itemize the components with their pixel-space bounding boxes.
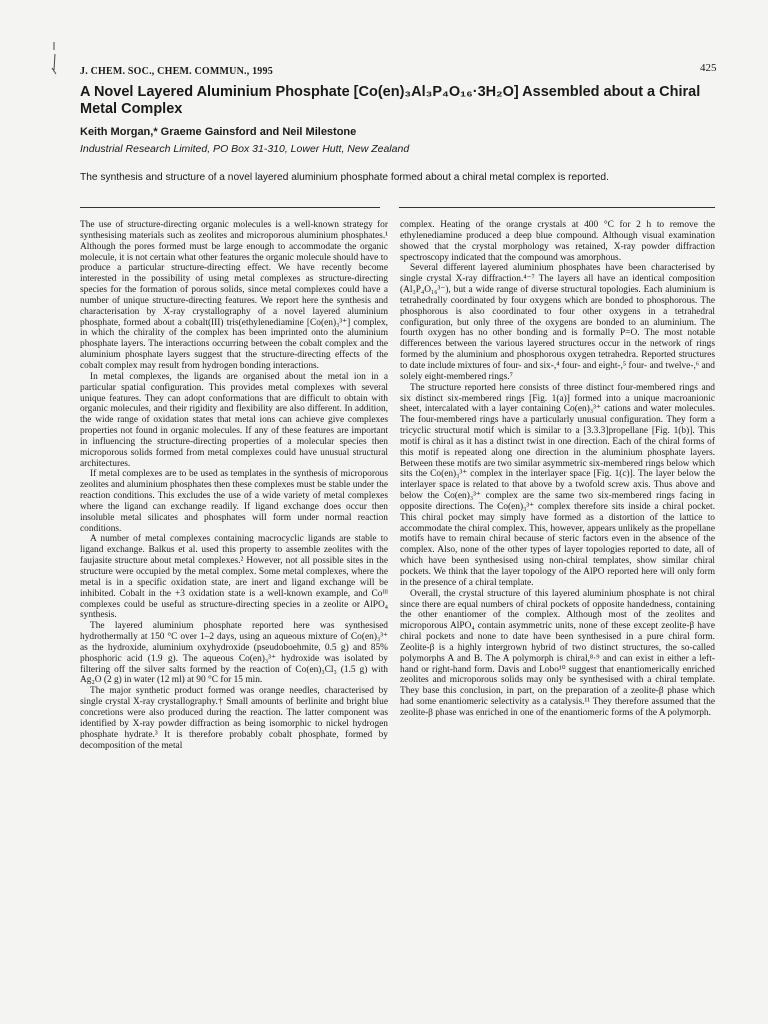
running-head: J. CHEM. SOC., CHEM. COMMUN., 1995 bbox=[80, 66, 273, 77]
paragraph: complex. Heating of the orange crystals at 400 °C for 2 h to remove the ethylenediamine produced a deep blue compound. Although visual examination showed that the crystal morphology was retained, X-ray powder diffraction spectroscopy indicated that the compound was amorphous. bbox=[400, 220, 715, 263]
body-column-left bbox=[80, 220, 388, 1020]
paragraph: The use of structure-directing organic molecules is a well-known strategy for synthesising materials such as zeolites and microporous aluminium phosphates.¹ Although the pores formed must be large enough to accommodate the organic molecule, it is not certain what other features the organic molecule should have to produce a particular structure-directing effect. We have recently become interested in the possibility of using metal complexes as structure-directing species for the formation of porous solids, since metal complexes could have a number of unique structure-directing features. We report here the synthesis and characterisation by X-ray crystallography of a novel layered aluminium phosphate, formed about a cobalt(III) tris(ethylenediamine [Co(en)₃³⁺] complex, in which the chirality of the complex has been imprinted onto the aluminium phosphate layers. The interactions occurring between the cobalt complex and the aluminium phosphate layers suggest that the structure-directing effects of the cobalt complex may result from hydrogen bonding interactions. bbox=[80, 220, 388, 371]
article-affiliation: Industrial Research Limited, PO Box 31-310, Lower Hutt, New Zealand bbox=[80, 143, 410, 155]
divider-right bbox=[399, 207, 715, 208]
article-abstract: The synthesis and structure of a novel layered aluminium phosphate formed about a chiral metal complex is reported. bbox=[80, 172, 609, 183]
divider-left bbox=[80, 207, 380, 208]
article-authors: Keith Morgan,* Graeme Gainsford and Neil Milestone bbox=[80, 126, 357, 138]
paragraph: Overall, the crystal structure of this layered aluminium phosphate is not chiral since there are equal numbers of chiral pockets of opposite handedness, containing the other enantiomer of the complex. Although most of the zeolites and microporous AlPO₄ contain asymmetric units, none of these except zeolite-β have chiral pockets and none to date have been synthesised in a pure chiral form. Zeolite-β is a highly intergrown hybrid of two distinct structures, the so-called polymorphs A and B. The A polymorph is chiral,⁸·⁹ and can exist in either a left-hand or right-hand form. Davis and Lobo¹⁰ suggest that enantiomerically enriched zeolites and microporous solids may only be synthesised with a chiral template. They base this conclusion, in part, on the preparation of a zeolite-β phase which had some enantiomeric selectivity as a catalysis.¹¹ They therefore assumed that the zeolite-β phase was enriched in one of the enantiomeric forms of the A polymorph. bbox=[400, 588, 715, 718]
paragraph: The structure reported here consists of three distinct four-membered rings and six distinct six-membered rings [Fig. 1(a)] formed into a unique macroanionic sheet, intercalated with a layer containing Co(en)₃³⁺ cations and water molecules. The four-membered rings have a particularly unusual configuration. They form a tricyclic structural motif which is similar to a [3.3.3]propellane [Fig. 1(b)]. This motif is chiral as it has a distinct twist in one direction. Each of the chiral forms of this motif is repeated along one direction in the aluminium phosphate layers. Between these motifs are two similar asymmetric six-membered rings below which sits the Co(en)₃³⁺ complex in the interlayer space [Fig. 1(c)]. The layer below the interlayer space is related to that above by a twofold screw axis. Thus above and below the Co(en)₃³⁺ complex are the same two six-membered rings facing in opposite directions. The Co(en)₃³⁺ complex therefore sits inside a chiral pocket. This chiral pocket may simply have formed as a distortion of the lattice to accommodate the chiral complex. This, however, appears unlikely as the propellane motifs have to remain chiral because of steric factors even in the absence of the complex. Also, none of the other types of layer topologies reported to date, all of which have been synthesised using non-chiral templates, show similar chiral pockets. We think that the layer topology of the AlPO reported here will only form in the presence of a chiral template. bbox=[400, 382, 715, 588]
article-title: A Novel Layered Aluminium Phosphate [Co(en)₃Al₃P₄O₁₆·3H₂O] Assembled about a Chiral Metal Complex bbox=[80, 84, 701, 117]
page-number: 425 bbox=[700, 62, 717, 74]
paragraph: The layered aluminium phosphate reported here was synthesised hydrothermally at 150 °C over 1–2 days, using an aqueous mixture of Co(en)₃³⁺ as the hydroxide, aluminium oxyhydroxide (pseudoboehmite, 0.5 g) and 85% phosphoric acid (1.9 g). The aqueous Co(en)₃³⁺ hydroxide was isolated by filtering off the silver salts formed by the reaction of Co(en)₃Cl₃ (1.5 g) with Ag₂O (2 g) in water (12 ml) at 90 °C for 15 min. bbox=[80, 621, 388, 686]
paragraph: The major synthetic product formed was orange needles, characterised by single crystal X-ray crystallography.† Small amounts of berlinite and bright blue concretions were also produced during the reaction. The latter component was identified by X-ray powder diffraction as being isomorphic to nickel hydrogen phosphate hydrate.³ It is therefore probably cobalt phosphate, formed by decomposition of the metal bbox=[80, 686, 388, 751]
body-column-right bbox=[400, 220, 715, 1020]
paragraph: Several different layered aluminium phosphates have been characterised by single crystal X-ray diffraction.⁴⁻⁷ The layers all have an identical composition (Al₃P₄O₁₆³⁻), but a wide range of diverse structural topologies. Each aluminium is tetrahedrally coordinated by four oxygens which are bonded to phosphorous. The phosphorous is also coordinated to four other oxygens in a tetrahedral configuration, but only three of the oxygens are bonded to an aluminium. The fourth oxygen has no other bonding and is formally P=O. The most notable differences between the various layered structures occur in the network of rings formed by the aluminium and phosphorous oxygen tetrahedra. Reported structures to date include mixtures of four- and six-,⁴ four- and eight-,⁵ four- and twelve-,⁶ and solely eight-membered rings.⁷ bbox=[400, 263, 715, 382]
margin-pen-mark bbox=[48, 40, 62, 80]
paragraph: If metal complexes are to be used as templates in the synthesis of microporous zeolites and aluminium phosphates then these complexes must be stable under the reaction conditions. This excludes the use of a wide variety of metal complexes where the ligand can exchange readily. If ligand exchange does occur then insoluble metal silicates and phosphates will form under normal reaction conditions. bbox=[80, 469, 388, 534]
paragraph: A number of metal complexes containing macrocyclic ligands are stable to ligand exchange. Balkus et al. used this property to assemble zeolites with the faujasite structure about metal complexes.² However, not all possible sites in the structure were occupied by the metal complex. Some metal complexes, where the metal is in a specific oxidation state, are inert and ligand exchange will be inhibited. Cobalt in the +3 oxidation state is a well-known example, and Coᴵᴵᴵ complexes could be useful as structure-directing species in a zeolite or AlPO₄ synthesis. bbox=[80, 534, 388, 621]
paragraph: In metal complexes, the ligands are organised about the metal ion in a particular spatial configuration. This provides metal complexes with several unique features. They can adopt conformations that are difficult to obtain with organic molecules, and their rigidity and flexibility are also different. In addition, the wide range of oxidation states that metal ions can achieve give complexes properties not found in organic molecules. If any of these features are important in influencing the structure-directing properties of a molecular species then microporous solids formed from metal complexes could have unusual structural architectures. bbox=[80, 371, 388, 469]
